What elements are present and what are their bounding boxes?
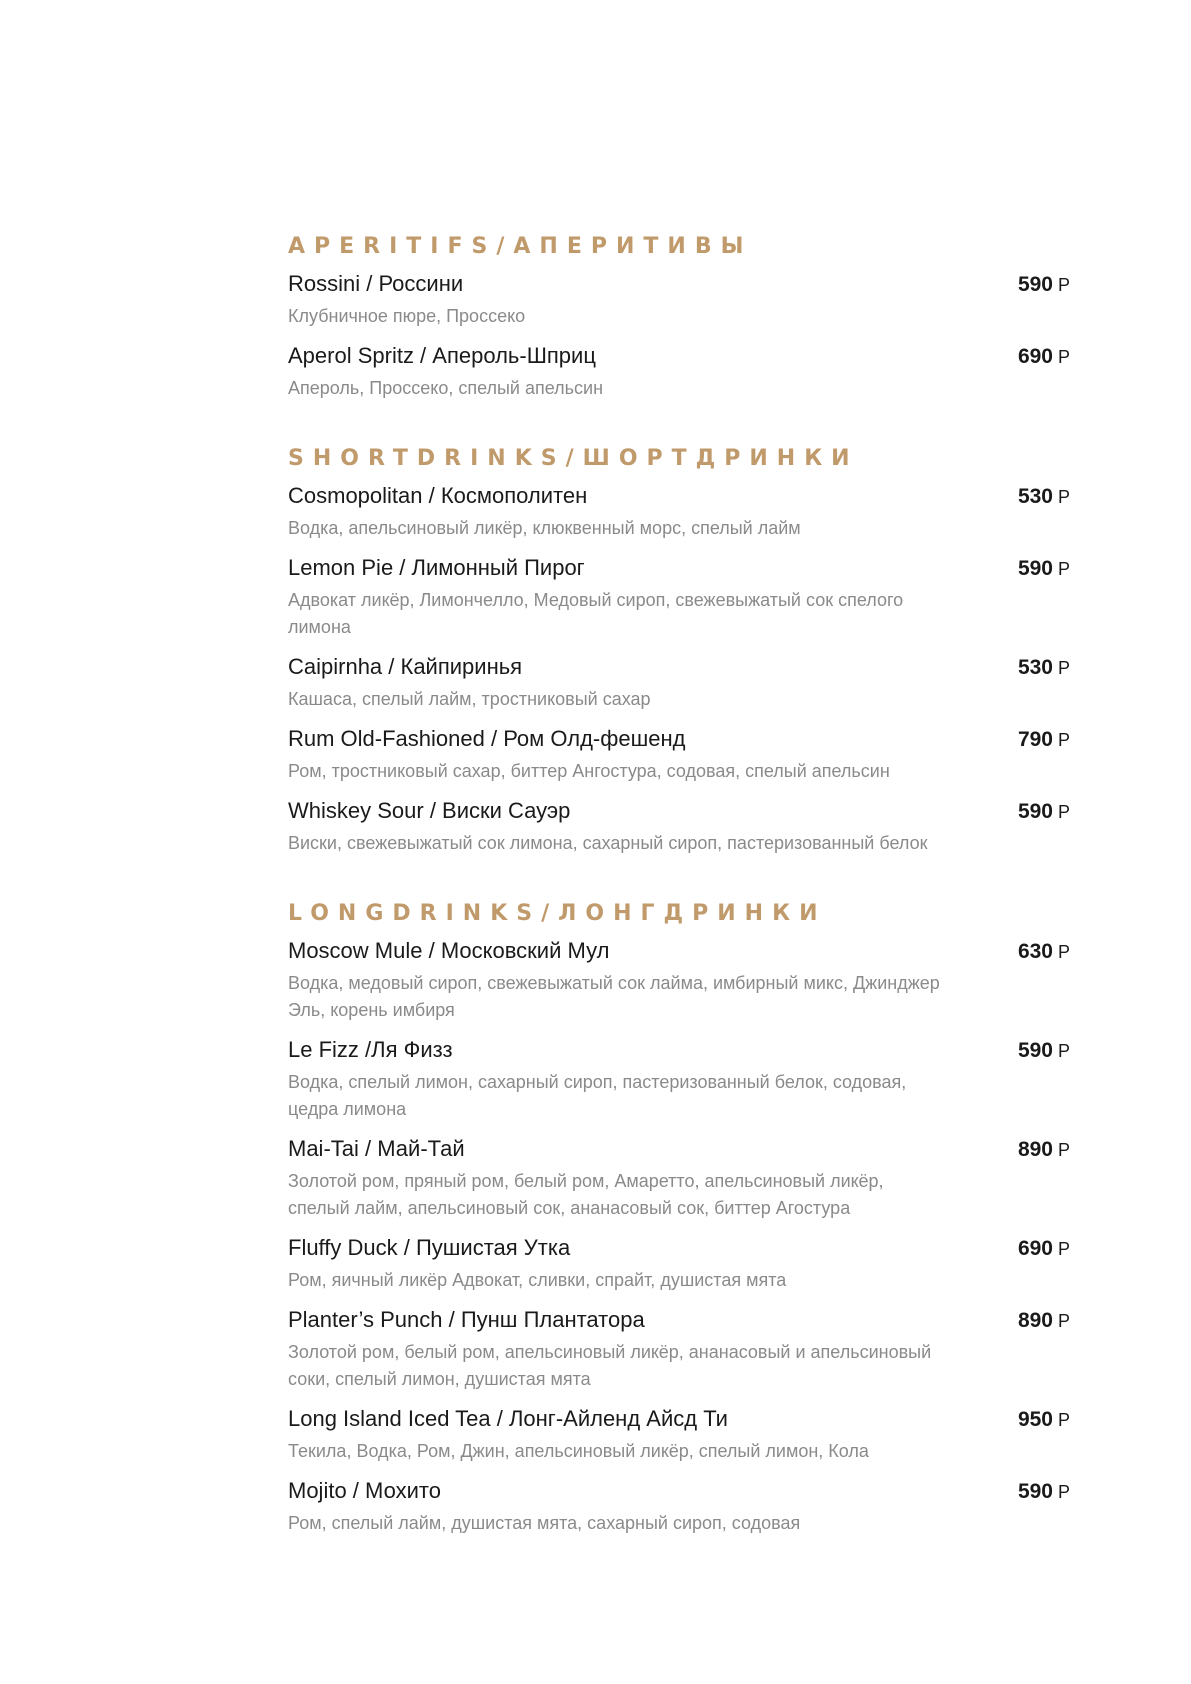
item-description: Золотой ром, пряный ром, белый ром, Амаретто, апельсиновый ликёр, спелый лайм, апельсиновый сок, ананасовый сок, биттер Агостура — [288, 1171, 884, 1218]
menu-item-header — [288, 1302, 1070, 1339]
item-price — [1018, 1474, 1070, 1510]
drinks-menu — [288, 232, 1070, 1579]
menu-item-header — [288, 933, 1070, 970]
menu-item — [288, 1473, 1070, 1543]
currency-symbol: Р — [1057, 1041, 1070, 1061]
menu-item-header — [288, 1473, 1070, 1510]
item-price — [1018, 722, 1070, 758]
menu-item-header — [288, 1032, 1070, 1069]
item-description: Кашаса, спелый лайм, тростниковый сахар — [288, 689, 651, 709]
currency-symbol: Р — [1057, 942, 1070, 962]
item-price — [1018, 794, 1070, 830]
price-amount: 890 — [1017, 1138, 1053, 1161]
currency-symbol: Р — [1057, 658, 1070, 678]
menu-item-header — [288, 550, 1070, 587]
item-description: Апероль, Проссеко, спелый апельсин — [288, 378, 604, 398]
menu-item — [288, 478, 1070, 548]
menu-item — [288, 721, 1070, 791]
price-amount: 530 — [1017, 656, 1053, 679]
item-description: Адвокат ликёр, Лимончелло, Медовый сироп, свежевыжатый сок спелого лимона — [288, 590, 904, 637]
item-name: Aperol Spritz / Апероль-Шприц — [288, 343, 596, 368]
price-amount: 590 — [1017, 800, 1053, 823]
menu-item — [288, 1032, 1070, 1129]
item-name: Rum Old-Fashioned / Ром Олд-фешенд — [288, 726, 686, 751]
price-amount: 790 — [1017, 728, 1053, 751]
item-price — [1018, 479, 1070, 515]
item-name: Caipirnha / Кайпиринья — [288, 654, 523, 679]
item-description: Клубничное пюре, Проссеко — [288, 306, 526, 326]
menu-item-header — [288, 338, 1070, 375]
item-description: Водка, апельсиновый ликёр, клюквенный морс, спелый лайм — [288, 518, 801, 538]
item-description: Ром, тростниковый сахар, биттер Ангостура, содовая, спелый апельсин — [288, 761, 890, 781]
price-amount: 530 — [1017, 485, 1053, 508]
item-price — [1018, 1303, 1070, 1339]
item-price — [1018, 1231, 1070, 1267]
menu-item — [288, 793, 1070, 863]
item-price — [1018, 1033, 1070, 1069]
menu-item-header — [288, 793, 1070, 830]
menu-item — [288, 1131, 1070, 1228]
menu-item-header — [288, 1131, 1070, 1168]
price-amount: 890 — [1017, 1309, 1053, 1332]
item-name: Moscow Mule / Московский Мул — [288, 938, 610, 963]
menu-item — [288, 1401, 1070, 1471]
section-title: APERITIFS/АПЕРИТИВЫ — [288, 234, 753, 259]
price-amount: 590 — [1017, 273, 1053, 296]
menu-item-header — [288, 1230, 1070, 1267]
menu-item — [288, 933, 1070, 1030]
item-price — [1018, 934, 1070, 970]
item-price — [1018, 339, 1070, 375]
item-price — [1018, 1132, 1070, 1168]
menu-item-header — [288, 266, 1070, 303]
item-name: Planter’s Punch / Пунш Плантатора — [288, 1307, 645, 1332]
menu-section — [288, 444, 1070, 863]
item-description: Водка, медовый сироп, свежевыжатый сок лайма, имбирный микс, Джинджер Эль, корень имбиря — [288, 973, 940, 1020]
item-name: Whiskey Sour / Виски Сауэр — [288, 798, 571, 823]
item-description: Водка, спелый лимон, сахарный сироп, пастеризованный белок, содовая, цедра лимона — [288, 1072, 907, 1119]
price-amount: 690 — [1017, 1237, 1053, 1260]
item-name: Cosmopolitan / Космополитен — [288, 483, 588, 508]
menu-item — [288, 1230, 1070, 1300]
currency-symbol: Р — [1057, 1239, 1070, 1259]
currency-symbol: Р — [1057, 1482, 1070, 1502]
currency-symbol: Р — [1057, 802, 1070, 822]
currency-symbol: Р — [1057, 1410, 1070, 1430]
menu-section — [288, 899, 1070, 1543]
item-name: Mojito / Мохито — [288, 1478, 441, 1503]
currency-symbol: Р — [1057, 347, 1070, 367]
item-name: Fluffy Duck / Пушистая Утка — [288, 1235, 571, 1260]
menu-item — [288, 338, 1070, 408]
section-title: SHORTDRINKS/ШОРТДРИНКИ — [288, 446, 859, 471]
currency-symbol: Р — [1057, 730, 1070, 750]
price-amount: 950 — [1017, 1408, 1053, 1431]
price-amount: 590 — [1017, 557, 1053, 580]
menu-item — [288, 1302, 1070, 1399]
menu-item-header — [288, 1401, 1070, 1438]
currency-symbol: Р — [1057, 275, 1070, 295]
menu-item — [288, 649, 1070, 719]
currency-symbol: Р — [1057, 1311, 1070, 1331]
currency-symbol: Р — [1057, 1140, 1070, 1160]
price-amount: 630 — [1017, 940, 1053, 963]
item-name: Mai-Tai / Май-Тай — [288, 1136, 465, 1161]
price-amount: 590 — [1017, 1480, 1053, 1503]
item-description: Текила, Водка, Ром, Джин, апельсиновый ликёр, спелый лимон, Кола — [288, 1441, 869, 1461]
item-name: Le Fizz /Ля Физз — [288, 1037, 453, 1062]
item-price — [1018, 267, 1070, 303]
item-description: Золотой ром, белый ром, апельсиновый ликёр, ананасовый и апельсиновый соки, спелый лимон, душистая мята — [288, 1342, 932, 1389]
menu-item — [288, 550, 1070, 647]
item-description: Ром, яичный ликёр Адвокат, сливки, спрайт, душистая мята — [288, 1270, 787, 1290]
currency-symbol: Р — [1057, 487, 1070, 507]
item-price — [1018, 551, 1070, 587]
menu-section — [288, 232, 1070, 408]
price-amount: 690 — [1017, 345, 1053, 368]
item-price — [1018, 650, 1070, 686]
item-name: Long Island Iced Tea / Лонг-Айленд Айсд Ти — [288, 1406, 728, 1431]
item-name: Lemon Pie / Лимонный Пирог — [288, 555, 585, 580]
currency-symbol: Р — [1057, 559, 1070, 579]
item-description: Виски, свежевыжатый сок лимона, сахарный сироп, пастеризованный белок — [288, 833, 928, 853]
price-amount: 590 — [1017, 1039, 1053, 1062]
menu-item-header — [288, 649, 1070, 686]
section-title: LONGDRINKS/ЛОНГДРИНКИ — [288, 901, 827, 926]
item-price — [1018, 1402, 1070, 1438]
menu-item-header — [288, 478, 1070, 515]
menu-item-header — [288, 721, 1070, 758]
item-name: Rossini / Россини — [288, 271, 464, 296]
menu-item — [288, 266, 1070, 336]
item-description: Ром, спелый лайм, душистая мята, сахарный сироп, содовая — [288, 1513, 801, 1533]
